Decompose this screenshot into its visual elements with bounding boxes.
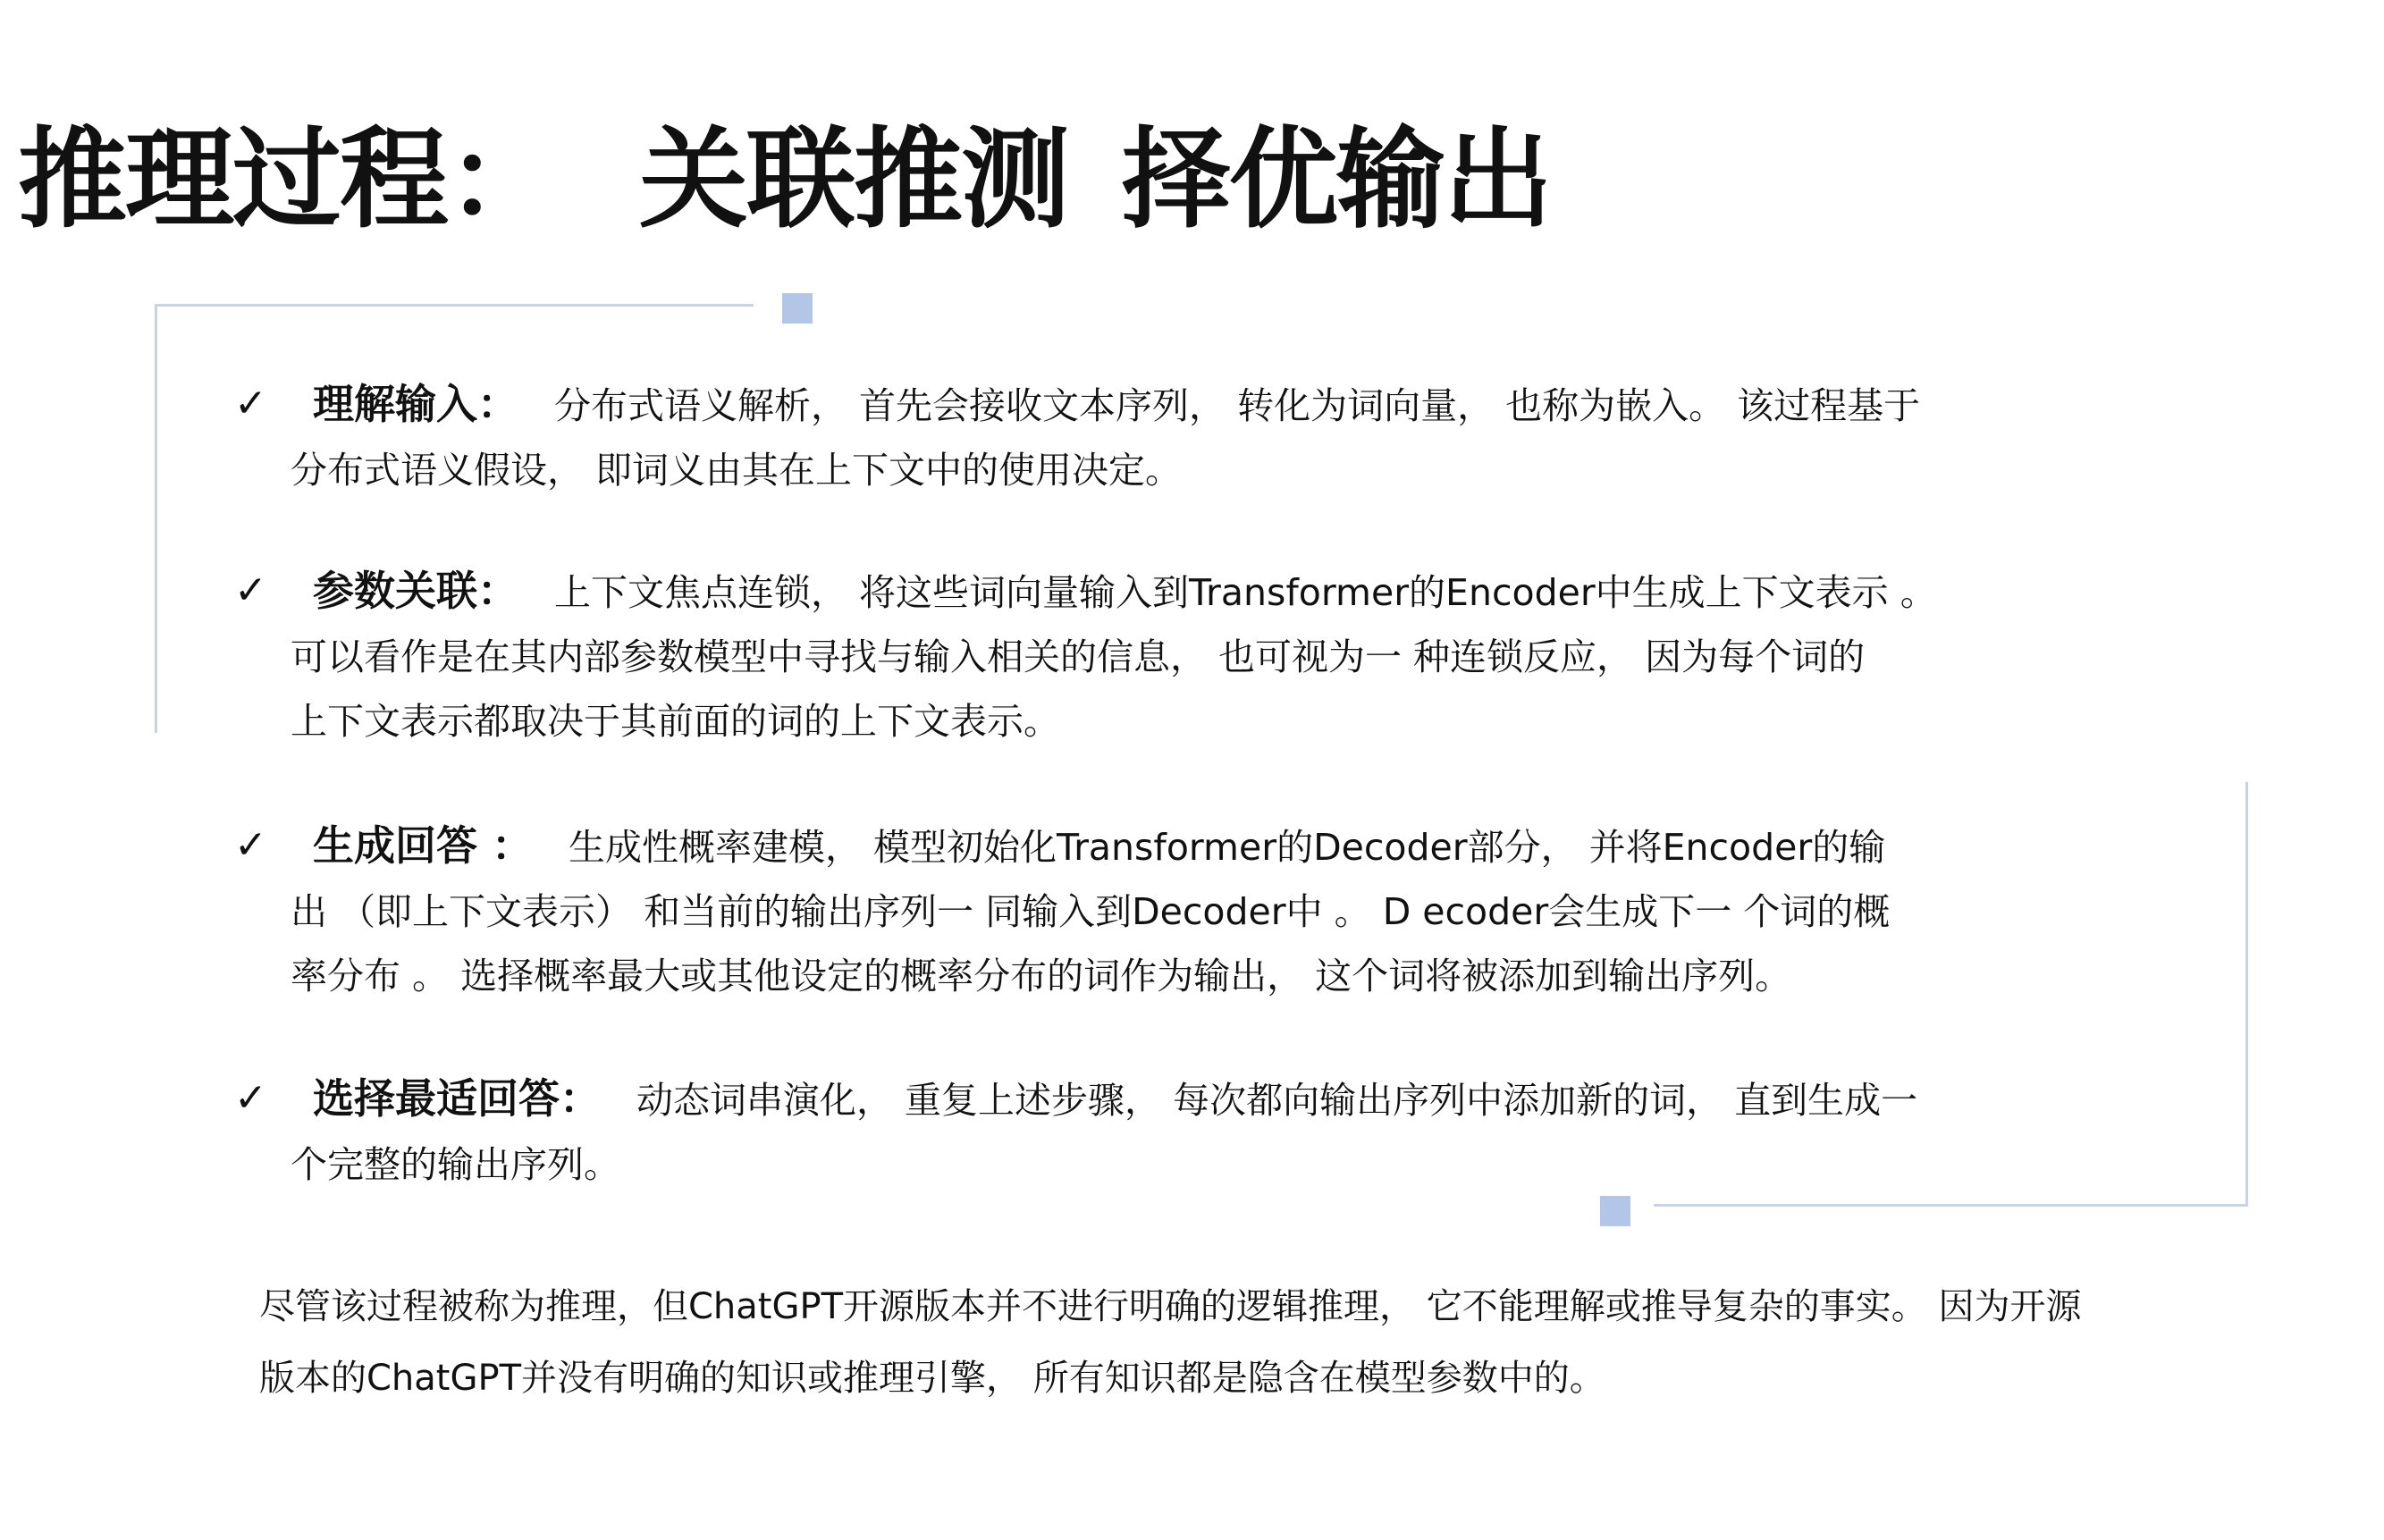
item-heading: 理解输入：: [313, 380, 518, 428]
decor-square-top: [782, 293, 813, 324]
item-text-line2: 出 （即上下文表示） 和当前的输出序列一 同输入到Decoder中 。 D ecoder会生成下一 个词的概: [291, 890, 1891, 933]
item-text-line1: 动态词串演化， 重复上述步骤， 每次都向输出序列中添加新的词， 直到生成一: [636, 1079, 1918, 1122]
item-text-line3: 率分布 。 选择概率最大或其他设定的概率分布的词作为输出， 这个词将被添加到输出序列。: [291, 955, 1792, 997]
frame-top-line: [155, 304, 754, 307]
item-heading: 参数关联：: [313, 567, 518, 615]
footer-note: [259, 1271, 2315, 1414]
checkmark-icon: ✓: [234, 822, 267, 868]
item-text-line2: 个完整的输出序列。: [291, 1143, 620, 1186]
item-heading: 生成回答 ：: [313, 821, 534, 870]
frame-bottom-line: [1654, 1204, 2248, 1207]
footer-line1: 尽管该过程被称为推理，但ChatGPT开源版本并不进行明确的逻辑推理， 它不能理解或推导复杂的事实。 因为开源: [259, 1286, 2082, 1327]
checkmark-icon: ✓: [234, 381, 267, 426]
item-text-line2: 分布式语义假设， 即词义由其在上下文中的使用决定。: [291, 449, 1183, 492]
title-part-1: 推理过程：: [18, 116, 554, 243]
list-item-understand-input: [234, 372, 2141, 502]
title-part-2: 关联推测: [639, 116, 1068, 243]
footer-line2: 版本的ChatGPT并没有明确的知识或推理引擎， 所有知识都是隐含在模型参数中的。: [259, 1358, 1605, 1399]
list-item-generate-answer: [234, 813, 2141, 1008]
slide-title: [18, 114, 1551, 245]
item-heading: 选择最适回答：: [313, 1074, 601, 1123]
frame-left-line: [155, 304, 157, 733]
title-part-3: 择优输出: [1122, 116, 1551, 243]
decor-square-bottom: [1600, 1196, 1630, 1226]
frame-right-line: [2245, 782, 2248, 1207]
item-text-line1: 上下文焦点连锁， 将这些词向量输入到Transformer的Encoder中生成上下文表示 。: [554, 571, 1937, 614]
checkmark-icon: ✓: [234, 1075, 267, 1121]
checkmark-icon: ✓: [234, 568, 267, 613]
item-text-line1: 分布式语义解析， 首先会接收文本序列， 转化为词向量， 也称为嵌入。 该过程基于: [554, 384, 1921, 427]
item-text-line3: 上下文表示都取决于其前面的词的上下文表示。: [291, 700, 1060, 743]
list-item-parameter-association: [234, 559, 2141, 753]
list-item-select-best-answer: [234, 1066, 2141, 1197]
item-text-line1: 生成性概率建模， 模型初始化Transformer的Decoder部分， 并将Encoder的输: [569, 826, 1886, 869]
item-text-line2: 可以看作是在其内部参数模型中寻找与输入相关的信息， 也可视为一 种连锁反应， 因为每个词的: [291, 635, 1866, 678]
